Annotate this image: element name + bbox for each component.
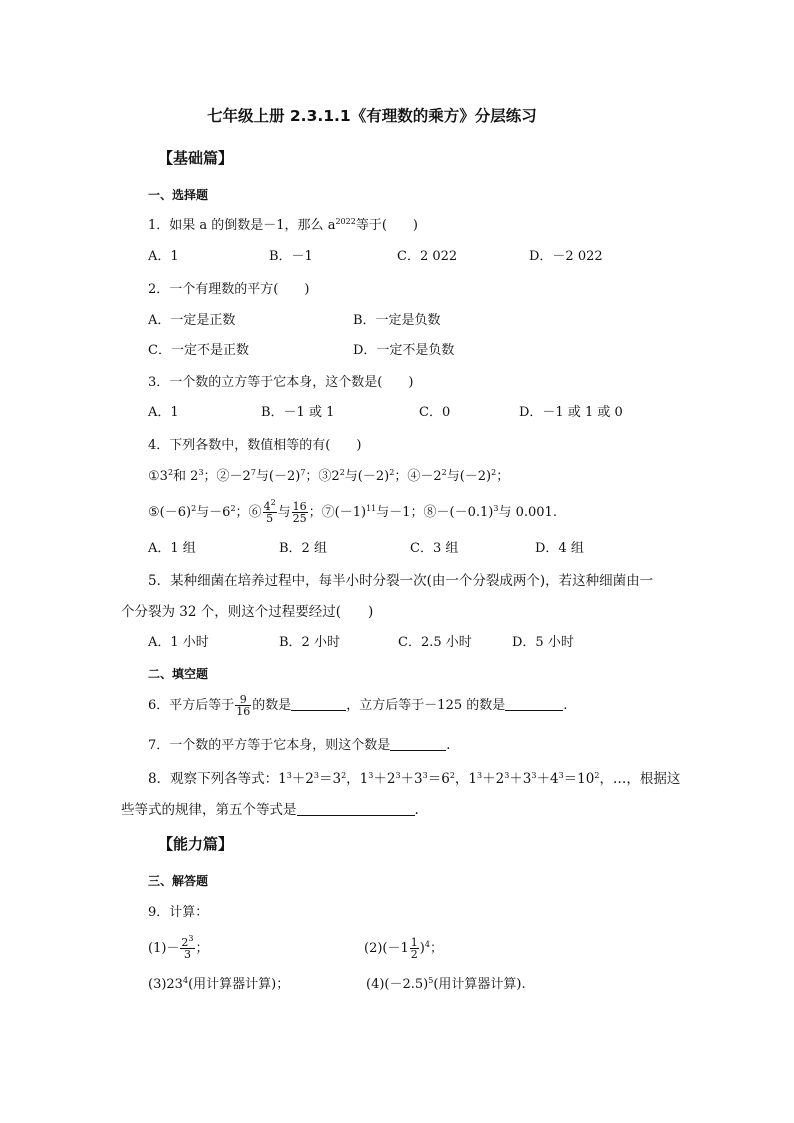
q4-l2-d: 与	[277, 505, 291, 520]
q4-l1-t0: ①3	[148, 469, 168, 484]
q5-option-a: A．1 小时	[148, 635, 209, 650]
q4-l1-t8: ；③2	[305, 469, 340, 484]
q6-frac-den: 16	[236, 705, 251, 718]
q9-p1-den: 3	[183, 948, 191, 961]
q9-part-3	[148, 977, 289, 993]
question-4: 4．下列各数中，数值相等的有( )	[148, 438, 362, 453]
q8-line-2	[121, 802, 419, 818]
section-ability: 【能力篇】	[158, 835, 234, 853]
q4-l1-s15: 2	[491, 468, 497, 477]
q9-p2-den: 2	[410, 948, 418, 961]
q4-option-b: B．2 组	[279, 541, 327, 556]
q8-s19: 3	[531, 771, 537, 780]
q4-l2-e: ；⑦(－1)	[308, 505, 367, 520]
q7-text: 7．一个数的平方等于它本身，则这个数是	[148, 738, 391, 753]
q2-option-a: A．一定是正数	[148, 313, 236, 328]
question-1	[148, 218, 418, 234]
q4-line-1	[148, 469, 509, 485]
q4-l2-b: 与－6	[196, 505, 231, 520]
q9-p3-pre: (3)23	[148, 977, 183, 992]
q9-p2-mid: )	[419, 941, 425, 956]
q8-line-1	[148, 771, 680, 787]
q4-l1-s11: 2	[389, 468, 395, 477]
q4-l1-t2: 和 2	[173, 469, 199, 484]
q6-fraction	[235, 694, 251, 717]
q3-option-d: D．－1 或 1 或 0	[519, 405, 623, 420]
q4-frac1-num-sup: 2	[270, 498, 276, 507]
q8-s11: 3	[422, 771, 428, 780]
q8-s9: 3	[395, 771, 401, 780]
q3-option-c: C．0	[419, 405, 451, 420]
question-9: 9．计算：	[148, 905, 209, 920]
q8-t10: ＋3	[400, 771, 423, 787]
q9-p4-sup: 5	[428, 976, 434, 985]
q9-p2-sup: 4	[424, 940, 430, 949]
q9-part-2	[364, 932, 443, 966]
q1-option-c: C．2 022	[397, 249, 458, 264]
q6-text-end: .	[563, 698, 568, 713]
q4-l2-f: 与－1；⑧－(－0.1)	[376, 505, 494, 520]
q5-option-b: B．2 小时	[279, 635, 340, 650]
q4-l2-g: 与 0.001.	[498, 505, 557, 520]
q4-l2-a-sup: 2	[191, 504, 197, 513]
q8-s15: 3	[477, 771, 483, 780]
q8-s3: 3	[313, 771, 319, 780]
q4-l1-t10: 与(－2)	[344, 469, 390, 484]
q8-t2: ＋2	[291, 771, 314, 787]
q9-p2-end: ；	[429, 941, 443, 956]
q1-text-end: 等于( )	[355, 218, 418, 233]
q9-p2-num: 1	[410, 936, 418, 949]
q8-s1: 3	[286, 771, 292, 780]
q6-answer-blank-2[interactable]	[505, 698, 563, 711]
q4-frac1-num: 4	[263, 500, 271, 513]
q6-text: 6．平方后等于	[148, 698, 235, 713]
q7-answer-blank[interactable]	[390, 738, 446, 751]
q9-p1-pre: (1)－	[148, 941, 180, 956]
part-fill-heading: 二、填空题	[148, 667, 209, 681]
q6-text-mid2: ，立方后等于－125 的数是	[346, 698, 506, 713]
q4-l1-s3: 3	[198, 468, 204, 477]
q4-option-a: A．1 组	[148, 541, 196, 556]
q9-p2-pre: (2)(－1	[364, 941, 409, 956]
q4-frac1-den: 5	[266, 512, 274, 525]
part-solve-heading: 三、解答题	[148, 874, 209, 888]
q5-option-c: C．2.5 小时	[398, 635, 472, 650]
q1-option-d: D．－2 022	[529, 249, 603, 264]
q4-l1-s1: 2	[167, 468, 174, 477]
q4-l1-s7: 7	[300, 468, 306, 477]
q8-s23: 2	[594, 771, 600, 780]
q9-p3-sup: 4	[182, 976, 189, 985]
q1-option-b: B．－1	[269, 249, 313, 264]
q9-p1-num: 2	[181, 936, 189, 949]
q4-option-c: C．3 组	[410, 541, 459, 556]
q8-t18: ＋3	[509, 771, 532, 787]
q4-l1-t12: ；④－2	[394, 469, 442, 484]
q8-t16: ＋2	[482, 771, 505, 787]
q4-fraction-2	[292, 501, 308, 524]
q6-text-mid1: 的数是	[252, 698, 292, 713]
q1-exponent: 2022	[335, 217, 356, 226]
page-title: 七年级上册 2.3.1.1《有理数的乘方》分层练习	[207, 107, 537, 125]
q4-l2-e-sup: 11	[366, 504, 377, 513]
part-choice-heading: 一、选择题	[148, 188, 209, 202]
q8-t6: ，1	[346, 771, 369, 787]
q1-option-a: A．1	[148, 249, 179, 264]
q4-l2-c: ；⑥	[235, 505, 262, 520]
q4-l2-a: ⑤(－6)	[148, 505, 192, 520]
q8-t22: ＝10	[563, 771, 595, 787]
q8-t20: ＋4	[536, 771, 559, 787]
q8-line2-text: 些等式的规律，第五个等式是	[121, 802, 297, 818]
q4-l1-t16: ；	[496, 469, 510, 484]
q5-line-1: 5．某种细菌在培养过程中，每半小时分裂一次(由一个分裂成两个)，若这种细菌由一	[148, 573, 654, 589]
q4-frac2-num: 16	[292, 500, 307, 513]
q4-l1-t14: 与(－2)	[446, 469, 492, 484]
q8-t8: ＋2	[373, 771, 396, 787]
q8-t24: ，…，根据这	[599, 771, 681, 787]
q8-s21: 3	[558, 771, 564, 780]
q1-text: 1．如果 a 的倒数是－1，那么 a	[148, 218, 336, 233]
q9-part-1	[148, 932, 209, 966]
section-basic: 【基础篇】	[158, 149, 234, 167]
q8-t14: ，1	[454, 771, 477, 787]
q7-text-end: .	[446, 738, 451, 753]
q4-l2-f-sup: 3	[493, 504, 499, 513]
q8-s17: 3	[504, 771, 510, 780]
q4-l2-b-sup: 2	[230, 504, 236, 513]
question-2: 2．一个有理数的平方( )	[148, 282, 310, 297]
q4-fraction-1	[263, 498, 277, 525]
q4-l1-s13: 2	[441, 468, 447, 477]
q8-t4: ＝3	[318, 771, 342, 787]
q2-option-d: D．一定不是负数	[353, 343, 455, 358]
q4-l1-s9: 2	[339, 468, 345, 477]
q4-frac2-den: 25	[292, 512, 307, 525]
q6-frac-num: 9	[235, 694, 251, 706]
q2-option-b: B．一定是负数	[353, 313, 441, 328]
q6-answer-blank-1[interactable]	[291, 698, 346, 711]
q9-p3-end: (用计算器计算)；	[188, 977, 290, 992]
q9-part-4	[366, 977, 526, 993]
q8-answer-blank[interactable]	[297, 803, 415, 816]
q2-option-c: C．一定不是正数	[148, 343, 249, 358]
q8-t12: ＝6	[427, 771, 450, 787]
q9-p1-fraction	[180, 934, 194, 961]
q8-t0: 8．观察下列各等式：1	[148, 771, 287, 787]
q4-l1-s5: 7	[250, 468, 256, 477]
q8-s5: 2	[341, 771, 347, 780]
question-3: 3．一个数的立方等于它本身，这个数是( )	[148, 375, 414, 390]
q5-line-2: 个分裂为 32 个，则这个过程要经过( )	[121, 604, 374, 620]
q5-option-d: D．5 小时	[512, 635, 574, 650]
q3-option-b: B．－1 或 1	[261, 405, 335, 420]
q9-p1-num-sup: 3	[188, 934, 194, 943]
q4-line-2	[148, 500, 557, 526]
q3-option-a: A．1	[148, 405, 179, 420]
q9-p1-end: ；	[195, 941, 209, 956]
question-7	[148, 738, 450, 754]
q9-p4-pre: (4)(－2.5)	[366, 977, 429, 992]
q4-option-d: D．4 组	[535, 541, 584, 556]
q4-l1-t4: ；②－2	[203, 469, 251, 484]
q9-p2-fraction	[410, 937, 419, 960]
q8-text-end: .	[414, 802, 419, 818]
question-6	[148, 693, 567, 719]
q9-p4-end: (用计算器计算).	[433, 977, 526, 992]
q8-s7: 3	[368, 771, 374, 780]
q8-s13: 2	[449, 771, 455, 780]
q4-l1-t6: 与(－2)	[255, 469, 301, 484]
